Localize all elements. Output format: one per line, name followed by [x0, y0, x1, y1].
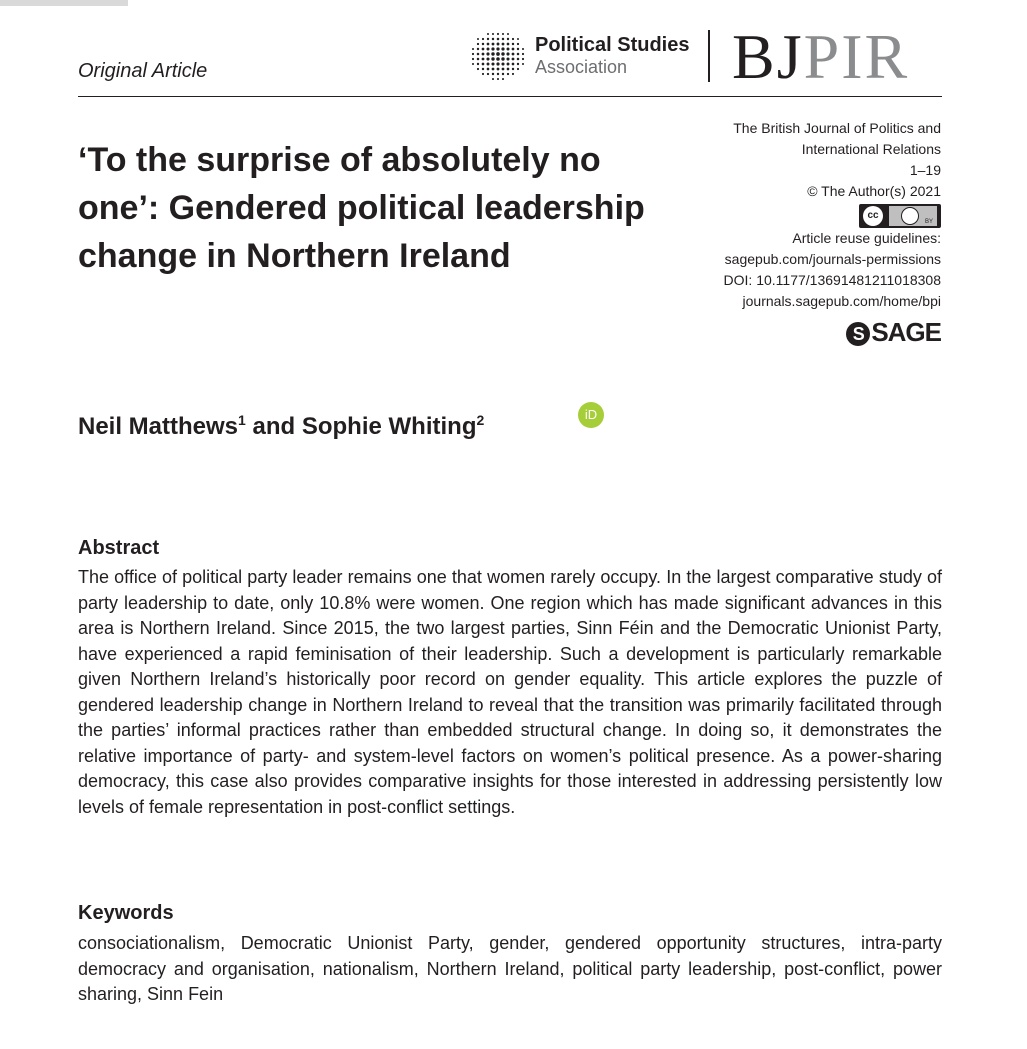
- author-connector: and: [252, 413, 296, 440]
- author-2-affiliation: 2: [476, 412, 485, 428]
- by-label: BY: [925, 219, 934, 225]
- doi-line[interactable]: DOI: 10.1177/13691481211018308: [723, 272, 941, 288]
- orcid-icon[interactable]: iD: [578, 402, 604, 428]
- author-2-name: Sophie Whiting: [301, 413, 477, 440]
- journal-name-line1: The British Journal of Politics and: [733, 120, 941, 136]
- psa-name-line2: Association: [535, 57, 628, 77]
- journal-metadata: [581, 118, 941, 348]
- keywords-heading: Keywords: [78, 902, 174, 924]
- psa-name-line1: Political Studies: [535, 34, 690, 56]
- abstract-heading: Abstract: [78, 537, 160, 559]
- top-edge-bar: [0, 0, 128, 6]
- journal-url[interactable]: journals.sagepub.com/home/bpi: [742, 293, 941, 309]
- copyright-line: © The Author(s) 2021: [807, 183, 941, 199]
- article-type-label: Original Article: [78, 60, 208, 82]
- psa-dot-logo-icon: [470, 32, 526, 80]
- author-1-affiliation: 1: [238, 412, 246, 428]
- article-title: ‘To the surprise of absolutely no one’: Gendered political leadership change in Northern Ireland: [78, 141, 645, 275]
- sage-s-icon: S: [846, 322, 870, 346]
- permissions-link[interactable]: sagepub.com/journals-permissions: [724, 251, 941, 267]
- journal-logo-pir: PIR: [803, 21, 910, 92]
- journal-name-line2: International Relations: [801, 141, 941, 157]
- cc-label: cc: [863, 206, 883, 226]
- header-divider: [78, 96, 942, 97]
- sage-wordmark: SAGE: [871, 317, 941, 347]
- abstract-text: The office of political party leader remains one that women rarely occupy. In the largest comparative study of party leadership to date, only 10.8% were women. One region which has made significant advances in this area is Northern Ireland. Since 2015, the two largest parties, Sinn Féin and the Democratic Unionist Party, have experienced a rapid feminisation of their leadership. Such a development is particularly remarkable given Northern Ireland’s historically poor record on gender equality. This article explores the puzzle of gendered leadership change in Northern Ireland to reveal that the transition was primarily facilitated through the parties’ informal practices rather than embedded structural change. In doing so, it demonstrates the relative importance of party- and system-level factors on women’s political presence. As a power-sharing democracy, this case also provides comparative insights for those interested in addressing persistently low levels of female representation in post-conflict settings.: [78, 567, 942, 817]
- sage-logo: [581, 316, 941, 348]
- cc-by-license-icon[interactable]: [859, 204, 941, 228]
- keywords-text: consociationalism, Democratic Unionist Party, gender, gendered opportunity structures, intra-party democracy and organisation, nationalism, Northern Ireland, political party leadership, post-conflict, power sharing, Sinn Fein: [78, 933, 942, 1004]
- psa-logo-text: [535, 34, 689, 78]
- page-range: 1–19: [909, 162, 941, 178]
- author-line: [78, 412, 484, 441]
- author-1-name: Neil Matthews: [78, 413, 239, 440]
- reuse-guidelines-label: Article reuse guidelines:: [792, 230, 941, 246]
- logo-divider: [708, 30, 710, 82]
- journal-logo: [732, 22, 909, 92]
- journal-logo-bj: BJ: [732, 21, 804, 92]
- attribution-icon: [901, 207, 919, 225]
